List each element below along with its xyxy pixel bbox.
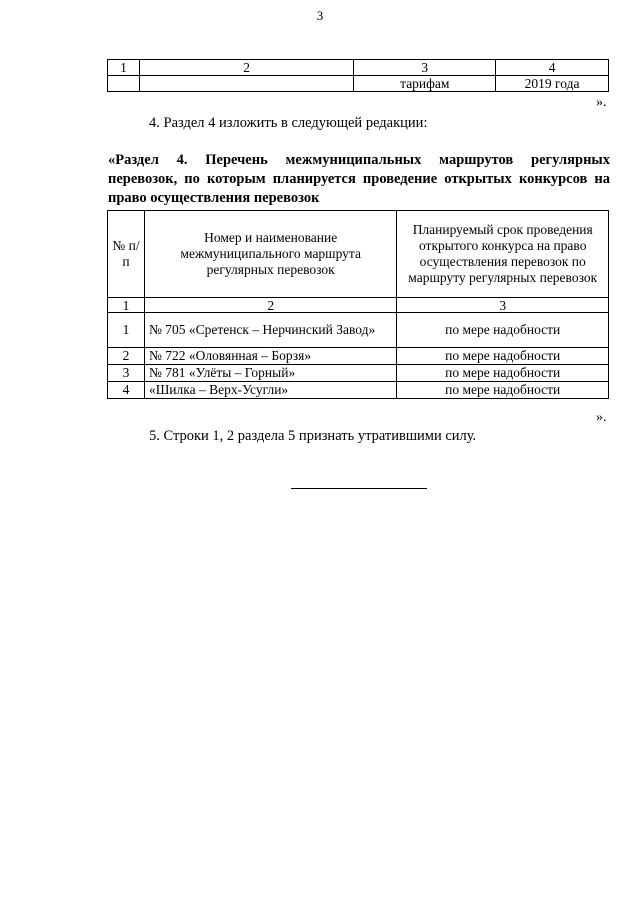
previous-table-fragment xyxy=(107,59,609,92)
closing-quote: ». xyxy=(596,95,607,110)
table-row xyxy=(108,313,609,348)
row-route: № 705 «Сретенск – Нерчинский Завод» xyxy=(144,313,397,348)
header-route: Номер и наименование межмуниципального маршрута регулярных перевозок xyxy=(144,211,397,298)
row-route: № 722 «Оловянная – Борзя» xyxy=(144,348,397,365)
table-cell: 2 xyxy=(144,298,397,313)
page-number: 3 xyxy=(316,8,324,23)
table-cell: 3 xyxy=(397,298,609,313)
row-term: по мере надобности xyxy=(397,382,609,399)
table-row xyxy=(108,76,609,92)
table-row xyxy=(108,348,609,365)
column-numbers-row xyxy=(108,298,609,313)
paragraph-item-4: 4. Раздел 4 изложить в следующей редакции: xyxy=(149,115,428,131)
header-term: Планируемый срок проведения открытого конкурса на право осуществления перевозок по маршруту регулярных перевозок xyxy=(397,211,609,298)
table-row xyxy=(108,60,609,76)
table-cell xyxy=(139,76,353,92)
routes-table xyxy=(107,210,609,399)
table-cell: 1 xyxy=(108,298,145,313)
row-route: «Шилка – Верх-Усугли» xyxy=(144,382,397,399)
table-cell: тарифам xyxy=(354,76,496,92)
table-cell: 4 xyxy=(496,60,609,76)
row-route: № 781 «Улёты – Горный» xyxy=(144,365,397,382)
section-heading: «Раздел 4. Перечень межмуниципальных маршрутов регулярных перевозок, по которым планируется проведение открытых конкурсов на право осуществления перевозок xyxy=(108,152,610,206)
table-cell: 3 xyxy=(354,60,496,76)
separator-line xyxy=(291,488,427,489)
row-term: по мере надобности xyxy=(397,348,609,365)
closing-quote: ». xyxy=(596,410,607,425)
table-row xyxy=(108,382,609,399)
table-cell: 2 xyxy=(139,60,353,76)
table-cell: 1 xyxy=(108,60,140,76)
table-cell xyxy=(108,76,140,92)
row-term: по мере надобности xyxy=(397,365,609,382)
row-term: по мере надобности xyxy=(397,313,609,348)
row-num: 3 xyxy=(108,365,145,382)
table-header-row xyxy=(108,211,609,298)
table-cell: 2019 года xyxy=(496,76,609,92)
row-num: 4 xyxy=(108,382,145,399)
row-num: 2 xyxy=(108,348,145,365)
row-num: 1 xyxy=(108,313,145,348)
paragraph-item-5: 5. Строки 1, 2 раздела 5 признать утратившими силу. xyxy=(149,428,477,444)
table-row xyxy=(108,365,609,382)
header-num: № п/п xyxy=(108,211,145,298)
